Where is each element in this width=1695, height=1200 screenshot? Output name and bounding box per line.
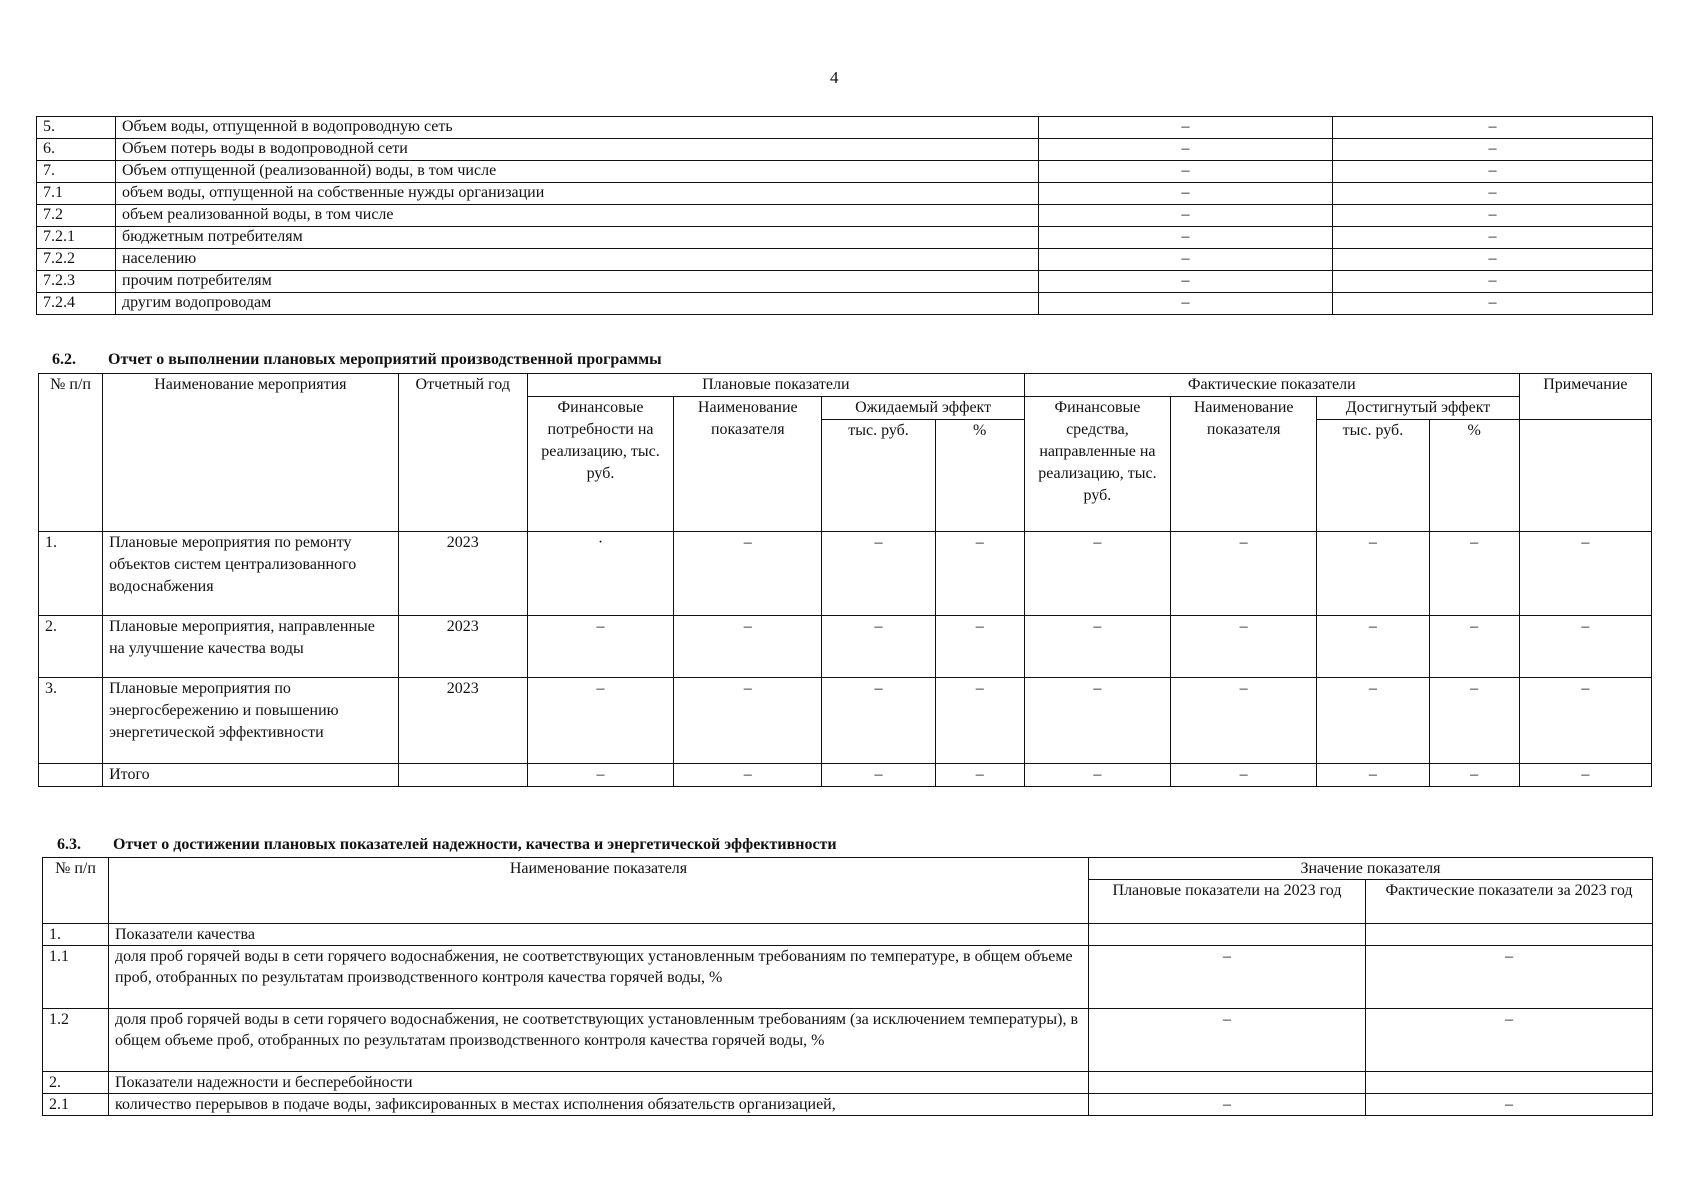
indicator-name: доля проб горячей воды в сети горячего водоснабжения, не соответствующих установленным требованиям (за исключением температуры), в общем объеме проб, отобранных по результатам производственного контроля качества горячей воды, % xyxy=(109,1009,1089,1072)
section-title-text: Отчет о достижении плановых показателей надежности, качества и энергетической эффективности xyxy=(113,836,837,853)
pct-header: % xyxy=(935,420,1024,532)
measure-name: Плановые мероприятия по ремонту объектов систем централизованного водоснабжения xyxy=(103,532,399,616)
value-cell: – xyxy=(935,532,1024,616)
row-number: 2. xyxy=(39,616,103,678)
table-row xyxy=(37,117,1653,139)
value-cell xyxy=(1366,924,1653,946)
expected-effect-header: Ожидаемый эффект xyxy=(822,397,1024,420)
page-number: 4 xyxy=(830,68,839,87)
value-cell: – xyxy=(1333,227,1653,249)
section-number: 6.3. xyxy=(57,836,81,853)
value-cell: – xyxy=(1317,764,1429,787)
value-cell: – xyxy=(527,678,673,764)
value-cell: – xyxy=(935,764,1024,787)
value-cell xyxy=(1089,1072,1366,1094)
value-cell: – xyxy=(527,764,673,787)
section-title-text: Отчет о выполнении плановых мероприятий производственной программы xyxy=(108,351,662,368)
note-header: Примечание xyxy=(1519,374,1651,420)
achieved-effect-header: Достигнутый эффект xyxy=(1317,397,1519,420)
value-cell: – xyxy=(1039,117,1333,139)
report-year: 2023 xyxy=(398,678,527,764)
table-row xyxy=(37,183,1653,205)
fin-dir-header: Финансовые средства, направленные на реализацию, тыс. руб. xyxy=(1024,397,1170,532)
value-cell: – xyxy=(1333,139,1653,161)
value-cell: – xyxy=(1024,764,1170,787)
row-number: 7.2.2 xyxy=(37,249,116,271)
measure-name: Плановые мероприятия по энергосбережению и повышению энергетической эффективности xyxy=(103,678,399,764)
fin-need-header: Финансовые потребности на реализацию, тыс. руб. xyxy=(527,397,673,532)
value-cell: – xyxy=(1024,678,1170,764)
pct2-header: % xyxy=(1429,420,1519,532)
row-number: 7.1 xyxy=(37,183,116,205)
row-number: 1.1 xyxy=(43,946,109,1009)
table-row xyxy=(43,924,1653,946)
value-cell: – xyxy=(1039,227,1333,249)
table-row xyxy=(39,678,1652,764)
value-cell: – xyxy=(1171,764,1317,787)
row-number: 2.1 xyxy=(43,1094,109,1116)
value-cell: – xyxy=(1089,1009,1366,1072)
row-name: Объем отпущенной (реализованной) воды, в том числе xyxy=(116,161,1039,183)
value-cell: – xyxy=(674,616,822,678)
value-cell: – xyxy=(1024,532,1170,616)
row-number: 7.2.4 xyxy=(37,293,116,315)
row-number: 2. xyxy=(43,1072,109,1094)
value-cell: – xyxy=(1171,678,1317,764)
indicator-name: Показатели качества xyxy=(109,924,1089,946)
table-row xyxy=(37,161,1653,183)
rub2-header: тыс. руб. xyxy=(1317,420,1429,532)
value-cell: – xyxy=(1333,117,1653,139)
value-cell: – xyxy=(822,764,935,787)
table-row xyxy=(43,1072,1653,1094)
ind-name-header: Наименование показателя xyxy=(674,397,822,532)
indicator-name: количество перерывов в подаче воды, зафиксированных в местах исполнения обязательств организацией, xyxy=(109,1094,1089,1116)
value-cell: – xyxy=(1333,205,1653,227)
table-row xyxy=(37,271,1653,293)
indicator-name: Показатели надежности и бесперебойности xyxy=(109,1072,1089,1094)
value-cell: – xyxy=(1039,139,1333,161)
row-name: Объем воды, отпущенной в водопроводную сеть xyxy=(116,117,1039,139)
empty-cell xyxy=(398,764,527,787)
value-cell: – xyxy=(1171,616,1317,678)
value-cell: – xyxy=(935,678,1024,764)
row-number: 3. xyxy=(39,678,103,764)
value-cell: · xyxy=(527,532,673,616)
row-number: 7.2.1 xyxy=(37,227,116,249)
report-year: 2023 xyxy=(398,616,527,678)
value-cell: – xyxy=(1039,161,1333,183)
table-row xyxy=(37,227,1653,249)
table-row xyxy=(37,139,1653,161)
total-row xyxy=(39,764,1652,787)
row-number: 7.2.3 xyxy=(37,271,116,293)
table-row xyxy=(43,1009,1653,1072)
table-row xyxy=(37,205,1653,227)
value-cell: – xyxy=(1171,532,1317,616)
row-name: прочим потребителям xyxy=(116,271,1039,293)
value-cell xyxy=(1089,924,1366,946)
section-6-3-title xyxy=(57,836,837,854)
row-name: бюджетным потребителям xyxy=(116,227,1039,249)
table-row xyxy=(43,946,1653,1009)
ind-name2-header: Наименование показателя xyxy=(1171,397,1317,532)
value-cell: – xyxy=(674,678,822,764)
value-cell: – xyxy=(1039,183,1333,205)
value-cell: – xyxy=(822,532,935,616)
row-number: 7. xyxy=(37,161,116,183)
value-cell: – xyxy=(1039,249,1333,271)
row-number: 5. xyxy=(37,117,116,139)
value-cell: – xyxy=(1519,532,1651,616)
value-cell: – xyxy=(1366,1094,1653,1116)
section-6-2-title xyxy=(52,351,662,369)
indicator-name: доля проб горячей воды в сети горячего водоснабжения, не соответствующих установленным требованиям по температуре, в общем объеме проб, отобранных по результатам производственного контроля качества горячей воды, % xyxy=(109,946,1089,1009)
row-number: 1. xyxy=(39,532,103,616)
value-cell: – xyxy=(1333,293,1653,315)
planned-2023-header: Плановые показатели на 2023 год xyxy=(1089,880,1366,924)
value-cell: – xyxy=(1333,249,1653,271)
value-cell: – xyxy=(1317,678,1429,764)
value-cell: – xyxy=(1429,616,1519,678)
value-cell: – xyxy=(1519,616,1651,678)
value-cell: – xyxy=(527,616,673,678)
value-cell: – xyxy=(1429,764,1519,787)
table-row xyxy=(37,293,1653,315)
value-cell: – xyxy=(1333,271,1653,293)
value-cell xyxy=(1366,1072,1653,1094)
value-cell: – xyxy=(1089,946,1366,1009)
col-name-header: Наименование мероприятия xyxy=(103,374,399,532)
value-header: Значение показателя xyxy=(1089,858,1653,880)
empty-cell xyxy=(39,764,103,787)
col-year-header: Отчетный год xyxy=(398,374,527,532)
row-number: 1. xyxy=(43,924,109,946)
value-cell: – xyxy=(1429,678,1519,764)
value-cell: – xyxy=(1039,271,1333,293)
note-sub-cell xyxy=(1519,420,1651,532)
value-cell: – xyxy=(1366,1009,1653,1072)
table-row xyxy=(39,616,1652,678)
reliability-indicators-table xyxy=(42,857,1653,1116)
row-number: 6. xyxy=(37,139,116,161)
value-cell: – xyxy=(1317,532,1429,616)
table-row xyxy=(43,1094,1653,1116)
row-number: 7.2 xyxy=(37,205,116,227)
actual-header: Фактические показатели xyxy=(1024,374,1519,397)
value-cell: – xyxy=(674,532,822,616)
value-cell: – xyxy=(822,616,935,678)
value-cell: – xyxy=(1333,161,1653,183)
planned-header: Плановые показатели xyxy=(527,374,1024,397)
value-cell: – xyxy=(1024,616,1170,678)
rub-header: тыс. руб. xyxy=(822,420,935,532)
measure-name: Плановые мероприятия, направленные на улучшение качества воды xyxy=(103,616,399,678)
value-cell: – xyxy=(935,616,1024,678)
value-cell: – xyxy=(1519,678,1651,764)
value-cell: – xyxy=(1366,946,1653,1009)
total-label: Итого xyxy=(103,764,399,787)
value-cell: – xyxy=(1089,1094,1366,1116)
col-num-header: № п/п xyxy=(39,374,103,532)
report-year: 2023 xyxy=(398,532,527,616)
table-row xyxy=(37,249,1653,271)
water-volume-table xyxy=(36,116,1653,315)
row-name: другим водопроводам xyxy=(116,293,1039,315)
col-name-header: Наименование показателя xyxy=(109,858,1089,924)
value-cell: – xyxy=(822,678,935,764)
col-num-header: № п/п xyxy=(43,858,109,924)
row-name: объем воды, отпущенной на собственные нужды организации xyxy=(116,183,1039,205)
value-cell: – xyxy=(1519,764,1651,787)
value-cell: – xyxy=(1333,183,1653,205)
value-cell: – xyxy=(674,764,822,787)
section-number: 6.2. xyxy=(52,351,76,368)
value-cell: – xyxy=(1429,532,1519,616)
row-number: 1.2 xyxy=(43,1009,109,1072)
actual-2023-header: Фактические показатели за 2023 год xyxy=(1366,880,1653,924)
row-name: населению xyxy=(116,249,1039,271)
table-row xyxy=(39,532,1652,616)
row-name: Объем потерь воды в водопроводной сети xyxy=(116,139,1039,161)
row-name: объем реализованной воды, в том числе xyxy=(116,205,1039,227)
value-cell: – xyxy=(1317,616,1429,678)
value-cell: – xyxy=(1039,293,1333,315)
planned-measures-table xyxy=(38,373,1652,787)
value-cell: – xyxy=(1039,205,1333,227)
